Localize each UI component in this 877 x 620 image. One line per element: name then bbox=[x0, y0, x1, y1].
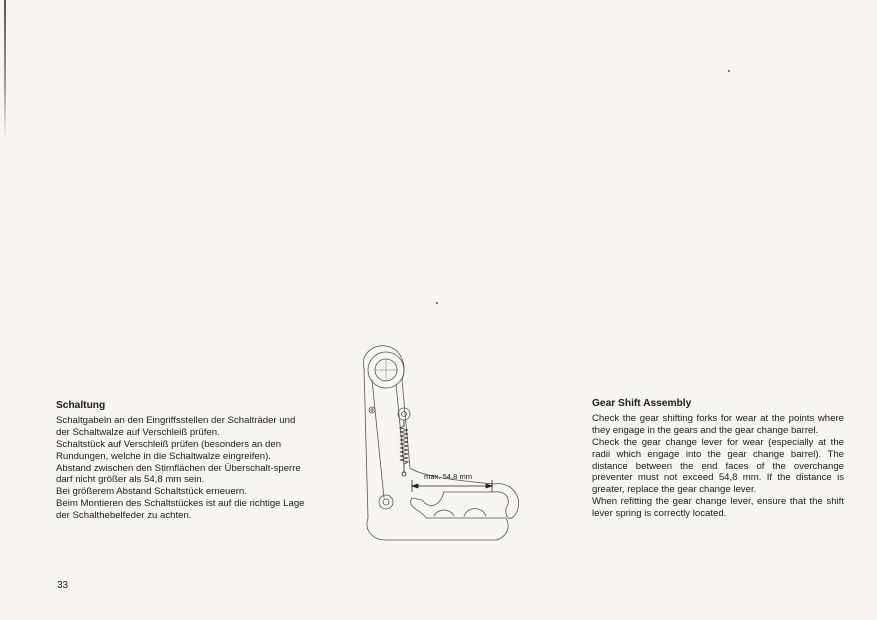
paragraph: Bei größerem Abstand Schaltstück erneuern. bbox=[56, 486, 247, 498]
page-binding-edge bbox=[4, 0, 6, 140]
paper-speck bbox=[728, 70, 730, 72]
section-title: Schaltung bbox=[56, 400, 106, 411]
paragraph: When refitting the gear change lever, ensure that the shift lever spring is correctly located. bbox=[592, 496, 844, 520]
gear-change-lever-diagram bbox=[356, 338, 526, 553]
paper-speck bbox=[436, 302, 438, 304]
paragraph: Abstand zwischen den Stirnflächen der Überschalt-sperre darf nicht größer als 54,8 mm sein. bbox=[56, 462, 301, 486]
section-title: Gear Shift Assembly bbox=[592, 398, 692, 409]
paragraph: Beim Montieren des Schaltstückes ist auf die richtige Lage der Schalthebelfeder zu achten. bbox=[56, 498, 305, 522]
lever-outline bbox=[363, 346, 518, 540]
paragraph: Schaltstück auf Verschleiß prüfen (besonders an den Rundungen, welche in die Schaltwalze eingreifen). bbox=[56, 438, 282, 462]
paragraph: Check the gear shifting forks for wear at the points where they engage in the gears and the gear change barrel. bbox=[592, 412, 844, 436]
english-section bbox=[592, 398, 844, 520]
dimension-label: max. 54,8 mm bbox=[424, 472, 473, 481]
paragraph: Schaltgabeln an den Eingriffsstellen der Schalträder und der Schaltwalze auf Verschleiß prüfen. bbox=[56, 414, 296, 438]
german-section bbox=[56, 400, 308, 522]
page-number: 33 bbox=[57, 580, 69, 591]
paragraph: Check the gear change lever for wear (especially at the radii which engage into the gear change barrel). The distance between the end faces of the overchange preventer must not exceed 54,8 mm. If the distance is greater, replace the gear change lever. bbox=[592, 436, 844, 496]
